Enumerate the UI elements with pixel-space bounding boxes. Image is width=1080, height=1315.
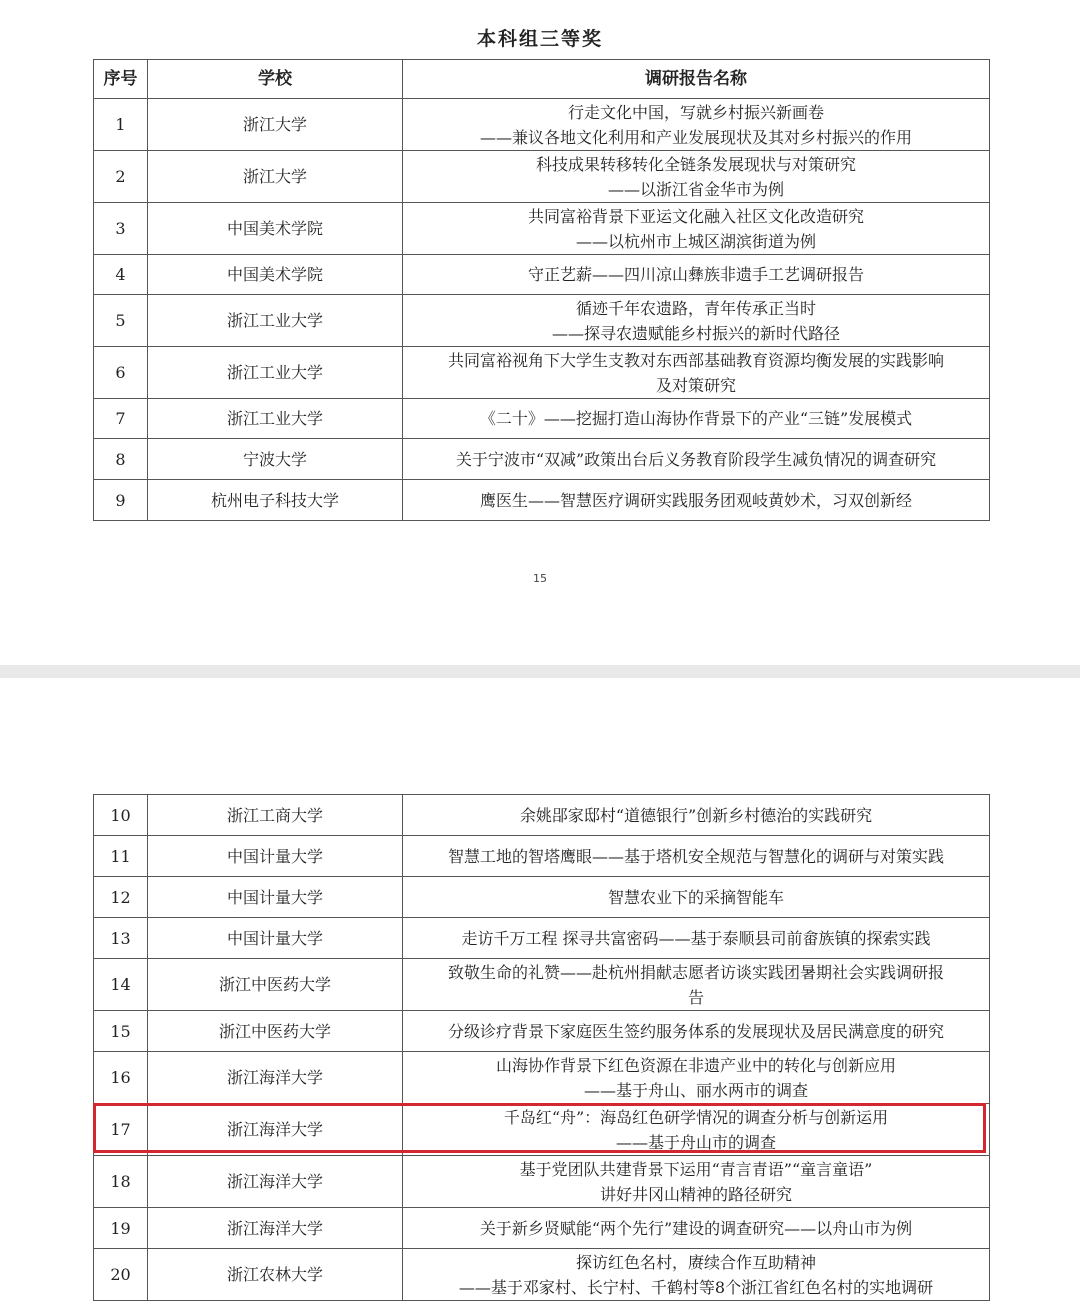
cell-school: 浙江大学: [148, 99, 403, 151]
cell-school: 浙江海洋大学: [148, 1052, 403, 1104]
cell-no: 13: [94, 918, 148, 959]
cell-school: 浙江工业大学: [148, 295, 403, 347]
table-row: [94, 203, 990, 255]
cell-no: 20: [94, 1249, 148, 1301]
cell-report-title: [403, 959, 990, 1011]
document-page-16: [0, 678, 1080, 1315]
cell-school: 中国计量大学: [148, 836, 403, 877]
table-row: [94, 836, 990, 877]
cell-report-title: [403, 1156, 990, 1208]
cell-school: 中国美术学院: [148, 203, 403, 255]
cell-report-title: [403, 836, 990, 877]
cell-report-title: [403, 255, 990, 295]
cell-report-title: [403, 203, 990, 255]
header-no: 序号: [94, 60, 148, 99]
cell-school: 中国计量大学: [148, 877, 403, 918]
cell-school: 浙江海洋大学: [148, 1208, 403, 1249]
cell-school: 中国美术学院: [148, 255, 403, 295]
report-title-line1: 千岛红“舟”：海岛红色研学情况的调查分析与创新运用: [503, 1107, 889, 1127]
table-row: [94, 1052, 990, 1104]
table-header-row: [94, 60, 990, 99]
cell-report-title: [403, 151, 990, 203]
cell-school: 浙江农林大学: [148, 1249, 403, 1301]
report-title-line1: 关于新乡贤赋能“两个先行”建设的调查研究——以舟山市为例: [479, 1218, 913, 1238]
report-title-line2: 及对策研究: [655, 375, 736, 395]
report-title-line1: 智慧工地的智塔鹰眼——基于塔机安全规范与智慧化的调研与对策实践: [447, 846, 944, 866]
cell-school: 浙江海洋大学: [148, 1156, 403, 1208]
report-title-line1: 《二十》——挖掘打造山海协作背景下的产业“三链”发展模式: [479, 409, 913, 428]
awards-table-part1: [93, 59, 990, 521]
cell-no: 14: [94, 959, 148, 1011]
report-title-line1: 分级诊疗背景下家庭医生签约服务体系的发展现状及居民满意度的研究: [447, 1021, 944, 1041]
cell-school: 宁波大学: [148, 439, 403, 480]
report-title-line1: 探访红色名村，赓续合作互助精神: [575, 1252, 816, 1272]
report-title-line1: 共同富裕背景下亚运文化融入社区文化改造研究: [527, 206, 864, 226]
report-title-line1: 共同富裕视角下大学生支教对东西部基础教育资源均衡发展的实践影响: [447, 350, 944, 370]
table-row: [94, 918, 990, 959]
table-row: [94, 1011, 990, 1052]
cell-no: 9: [94, 480, 148, 521]
cell-no: 4: [94, 255, 148, 295]
cell-school: 浙江工业大学: [148, 347, 403, 399]
cell-report-title: [403, 1052, 990, 1104]
cell-school: 浙江工商大学: [148, 795, 403, 836]
cell-no: 1: [94, 99, 148, 151]
cell-school: 浙江海洋大学: [148, 1104, 403, 1156]
highlight-box-row-17: [93, 1103, 986, 1153]
table-row: [94, 795, 990, 836]
cell-no: 15: [94, 1011, 148, 1052]
cell-school: 中国计量大学: [148, 918, 403, 959]
cell-report-title: [403, 877, 990, 918]
report-title-line1: 鹰医生——智慧医疗调研实践服务团观岐黄妙术，习双创新经: [479, 490, 912, 510]
cell-report-title: [403, 295, 990, 347]
cell-no: 10: [94, 795, 148, 836]
cell-no: 19: [94, 1208, 148, 1249]
cell-no: 16: [94, 1052, 148, 1104]
cell-report-title: [403, 1011, 990, 1052]
awards-table-part2: [93, 794, 990, 1301]
table-row: [94, 1208, 990, 1249]
report-title-line1: 走访千万工程 探寻共富密码——基于泰顺县司前畲族镇的探索实践: [461, 928, 931, 948]
table-row: [94, 255, 990, 295]
cell-no: 3: [94, 203, 148, 255]
report-title-line2: ——以浙江省金华市为例: [607, 179, 784, 199]
cell-no: 18: [94, 1156, 148, 1208]
cell-school: 浙江大学: [148, 151, 403, 203]
report-title-line2: ——以杭州市上城区湖滨街道为例: [575, 231, 816, 251]
cell-no: 17: [94, 1104, 148, 1156]
cell-report-title: [403, 795, 990, 836]
cell-no: 2: [94, 151, 148, 203]
cell-report-title: [403, 480, 990, 521]
report-title-line1: 守正艺薪——四川凉山彝族非遗手工艺调研报告: [527, 265, 864, 284]
table-row: [94, 151, 990, 203]
report-title-line2: ——基于邓家村、长宁村、千鹤村等8个浙江省红色名村的实地调研: [458, 1277, 934, 1297]
report-title-line1: 余姚郘家邸村“道德银行”创新乡村德治的实践研究: [519, 805, 873, 825]
cell-school: 浙江工业大学: [148, 399, 403, 439]
report-title-line2: ——兼议各地文化利用和产业发展现状及其对乡村振兴的作用: [479, 127, 912, 147]
cell-school: 浙江中医药大学: [148, 1011, 403, 1052]
cell-no: 12: [94, 877, 148, 918]
cell-no: 11: [94, 836, 148, 877]
cell-report-title: [403, 439, 990, 480]
table-row: [94, 99, 990, 151]
report-title-line2: ——基于舟山市的调查: [615, 1132, 776, 1152]
cell-school: 杭州电子科技大学: [148, 480, 403, 521]
report-title-line2: 告: [687, 987, 704, 1007]
table-row: [94, 877, 990, 918]
cell-report-title: [403, 99, 990, 151]
cell-report-title: [403, 347, 990, 399]
table-row: [94, 399, 990, 439]
cell-report-title: [403, 1208, 990, 1249]
cell-no: 7: [94, 399, 148, 439]
cell-no: 5: [94, 295, 148, 347]
report-title-line2: ——基于舟山、丽水两市的调查: [583, 1080, 808, 1100]
report-title-line1: 致敬生命的礼赞——赴杭州捐献志愿者访谈实践团暑期社会实践调研报: [447, 962, 944, 982]
table-row: [94, 480, 990, 521]
table-row: [94, 295, 990, 347]
report-title-line2: ——探寻农遗赋能乡村振兴的新时代路径: [551, 323, 840, 343]
report-title-line1: 基于党团队共建背景下运用“青言青语”“童言童语”: [519, 1159, 873, 1179]
cell-report-title: [403, 399, 990, 439]
report-title-line1: 智慧农业下的采摘智能车: [607, 887, 784, 907]
report-title-line1: 科技成果转移转化全链条发展现状与对策研究: [535, 154, 856, 174]
report-title-line1: 循迹千年农遗路，青年传承正当时: [575, 298, 816, 318]
report-title-line1: 山海协作背景下红色资源在非遗产业中的转化与创新应用: [495, 1055, 896, 1075]
cell-no: 6: [94, 347, 148, 399]
table-row: [94, 959, 990, 1011]
report-title-line1: 行走文化中国，写就乡村振兴新画卷: [567, 102, 824, 122]
cell-no: 8: [94, 439, 148, 480]
cell-report-title: [403, 918, 990, 959]
report-title-line1: 关于宁波市“双减”政策出台后义务教育阶段学生减负情况的调查研究: [455, 449, 937, 469]
cell-report-title: [403, 1249, 990, 1301]
table-row: [94, 1249, 990, 1301]
page-title: 本科组三等奖: [476, 28, 603, 50]
header-report: 调研报告名称: [403, 60, 990, 99]
header-school: 学校: [148, 60, 403, 99]
table-row: [94, 439, 990, 480]
table-row: [94, 1156, 990, 1208]
cell-school: 浙江中医药大学: [148, 959, 403, 1011]
table-row: [94, 347, 990, 399]
report-title-line2: 讲好井冈山精神的路径研究: [599, 1184, 792, 1204]
page-number: 15: [533, 572, 547, 585]
